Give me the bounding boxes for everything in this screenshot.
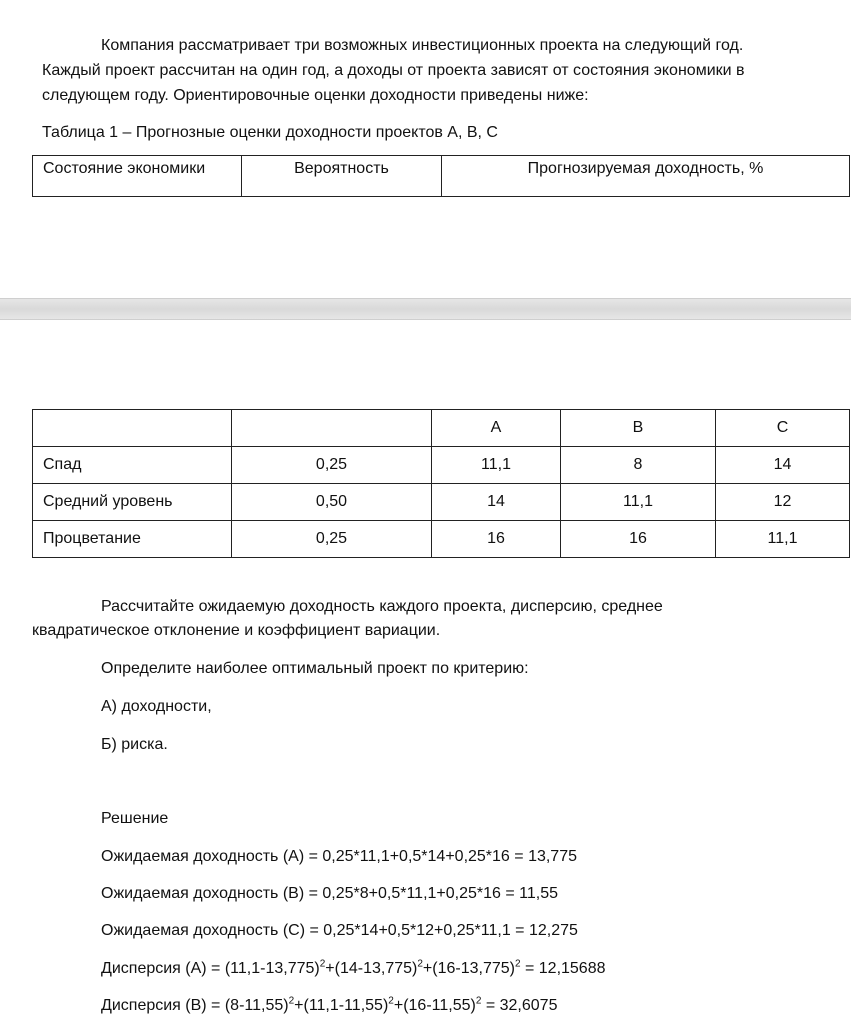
row-value-b: 16: [561, 521, 716, 558]
page-break: [0, 298, 851, 320]
row-state: Средний уровень: [33, 484, 232, 521]
variance-a-term-1: Дисперсия (А) = (11,1-13,775): [101, 960, 320, 977]
intro-line-1: Компания рассматривает три возможных инвестиционных проекта на следующий год.: [101, 37, 744, 54]
task-line-1: Рассчитайте ожидаемую доходность каждого проекта, дисперсию, среднее: [101, 598, 663, 615]
row-value-c: 14: [716, 447, 850, 484]
data-table: [32, 409, 850, 558]
exponent: 2: [319, 958, 326, 970]
task-item-a: А) доходности,: [101, 698, 212, 715]
row-value-a: 11,1: [432, 447, 561, 484]
table-caption: Таблица 1 – Прогнозные оценки доходности проектов А, В, С: [42, 124, 498, 141]
expected-yield-b: Ожидаемая доходность (В) = 0,25*8+0,5*11,1+0,25*16 = 11,55: [101, 885, 559, 902]
variance-b-result: = 32,6075: [481, 997, 558, 1014]
row-state: Спад: [33, 447, 232, 484]
header-cell-state: Состояние экономики: [33, 156, 242, 197]
column-header-b: В: [561, 410, 716, 447]
variance-b-term-3: +(16-11,55): [393, 997, 476, 1014]
header-row: [33, 156, 850, 197]
table-row: [33, 410, 850, 447]
variance-a: [101, 960, 606, 978]
expected-yield-c: Ожидаемая доходность (С) = 0,25*14+0,5*12+0,25*11,1 = 12,275: [101, 922, 578, 939]
exponent: 2: [475, 995, 482, 1007]
task-line-3: Определите наиболее оптимальный проект по критерию:: [101, 660, 529, 677]
header-cell-probability: Вероятность: [242, 156, 442, 197]
row-value-c: 11,1: [716, 521, 850, 558]
exponent: 2: [514, 958, 521, 970]
variance-a-term-2: +(14-13,775): [325, 960, 418, 977]
variance-a-term-3: +(16-13,775): [422, 960, 515, 977]
exponent: 2: [388, 995, 394, 1007]
solution-title: Решение: [101, 810, 169, 827]
expected-yield-a: Ожидаемая доходность (А) = 0,25*11,1+0,5*14+0,25*16 = 13,775: [101, 848, 577, 865]
row-value-b: 8: [561, 447, 716, 484]
task-line-2: квадратическое отклонение и коэффициент вариации.: [32, 622, 441, 639]
task-item-b: Б) риска.: [101, 736, 168, 753]
row-probability: 0,50: [232, 484, 432, 521]
variance-a-result: = 12,15688: [520, 960, 606, 977]
column-header-c: С: [716, 410, 850, 447]
row-state: Процветание: [33, 521, 232, 558]
row-value-b: 11,1: [561, 484, 716, 521]
exponent: 2: [417, 958, 423, 970]
row-probability: 0,25: [232, 447, 432, 484]
row-probability: 0,25: [232, 521, 432, 558]
row-value-a: 14: [432, 484, 561, 521]
row-value-c: 12: [716, 484, 850, 521]
variance-b: [101, 997, 557, 1015]
variance-b-term-1: Дисперсия (В) = (8-11,55): [101, 997, 289, 1014]
header-table: [32, 155, 850, 197]
table-row: [33, 521, 850, 558]
table-cell: [33, 410, 232, 447]
intro-line-3: следующем году. Ориентировочные оценки доходности приведены ниже:: [42, 87, 589, 104]
table-row: [33, 447, 850, 484]
table-row: [33, 484, 850, 521]
exponent: 2: [288, 995, 295, 1007]
intro-line-2: Каждый проект рассчитан на один год, а доходы от проекта зависят от состояния экономики в: [42, 62, 745, 79]
variance-b-term-2: +(11,1-11,55): [294, 997, 389, 1014]
header-cell-forecast-yield: Прогнозируемая доходность, %: [442, 156, 850, 197]
row-value-a: 16: [432, 521, 561, 558]
column-header-a: А: [432, 410, 561, 447]
table-cell: [232, 410, 432, 447]
